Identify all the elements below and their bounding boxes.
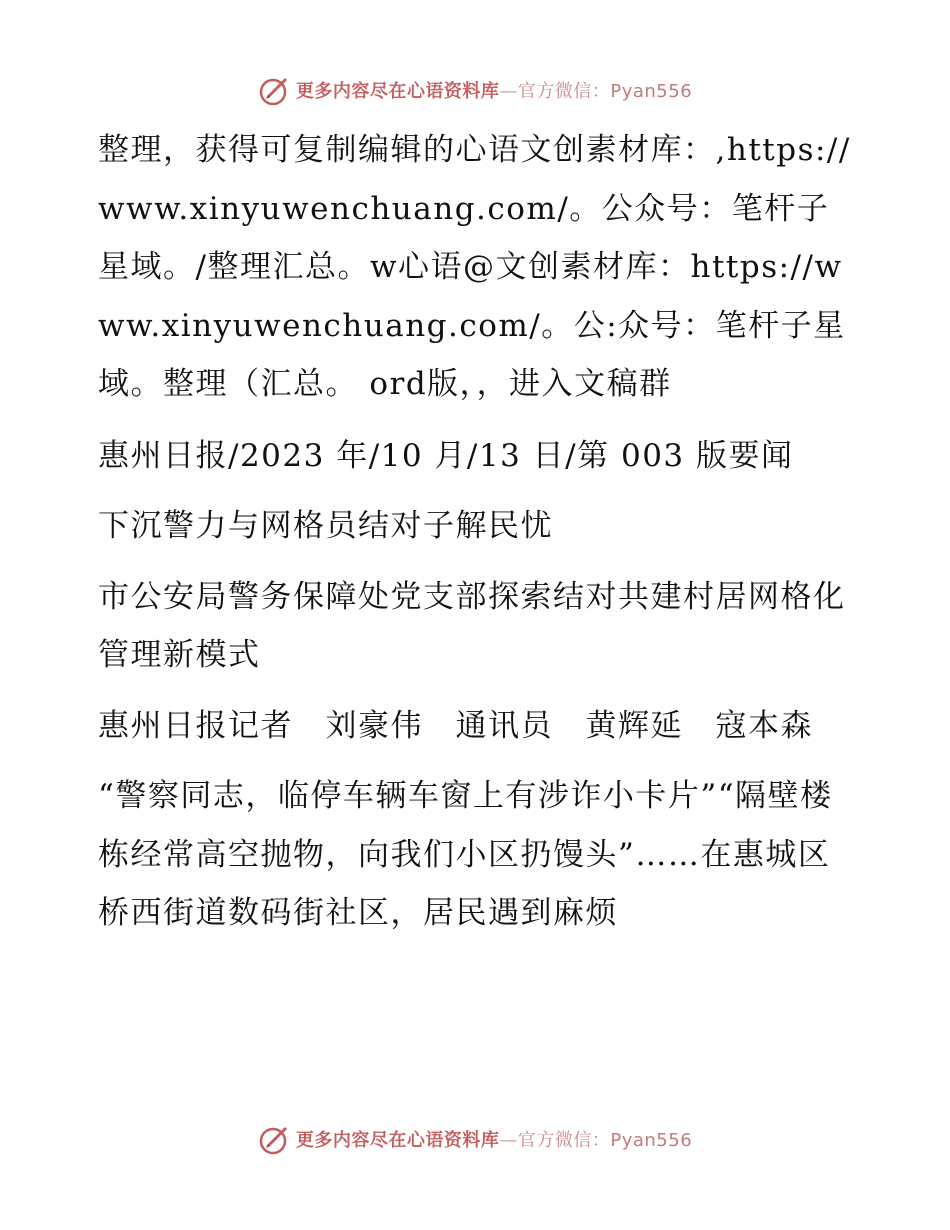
banner-separator: — xyxy=(499,1130,518,1151)
byline: 惠州日报记者 刘豪伟 通讯员 黄辉延 寇本森 xyxy=(98,707,813,744)
subheadline: 市公安局警务保障处党支部探索结对共建村居网格化管理新模式 xyxy=(98,578,846,673)
source-line: 惠州日报/2023 年/10 月/13 日/第 003 版要闻 xyxy=(98,437,794,474)
quill-pen-logo-icon xyxy=(258,73,292,107)
banner-wechat-id: Pyan556 xyxy=(610,81,693,102)
header-banner xyxy=(0,70,950,110)
body-paragraph: “警察同志，临停车辆车窗上有涉诈小卡片”“隔壁楼栋经常高空抛物，向我们小区扔馒头”……在惠城区桥西街道数码街社区，居民遇到麻烦 xyxy=(98,778,833,931)
headline: 下沉警力与网格员结对子解民忧 xyxy=(98,508,553,544)
banner-wechat-label: 官方微信： xyxy=(517,81,611,102)
footer-banner xyxy=(0,1119,950,1159)
quill-pen-logo-icon xyxy=(258,1122,292,1156)
document-body xyxy=(98,121,858,943)
banner-text xyxy=(296,77,692,103)
banner-brand: 更多内容尽在心语资料库 xyxy=(295,81,500,102)
intro-paragraph: 整理，获得可复制编辑的心语文创素材库：,https://www.xinyuwenchuang.com/。公众号：笔杆子星域。/整理汇总。w心语@文创素材库：https://www.xinyuwenchuang.com/。公:众号：笔杆子星域。整理（汇总。 ord版，，进入文稿群 xyxy=(98,132,851,402)
banner-brand: 更多内容尽在心语资料库 xyxy=(295,1130,500,1151)
banner-wechat-id: Pyan556 xyxy=(610,1130,693,1151)
banner-text xyxy=(296,1126,692,1152)
banner-separator: — xyxy=(499,81,518,102)
banner-wechat-label: 官方微信： xyxy=(517,1130,611,1151)
